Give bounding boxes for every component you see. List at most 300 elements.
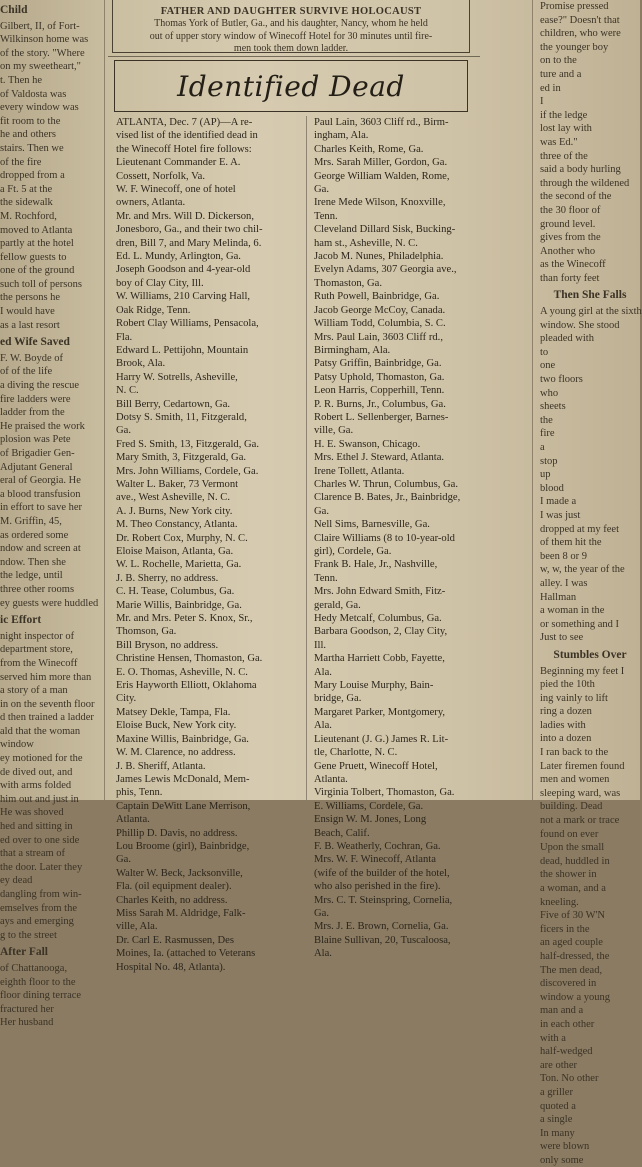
- text-line: only some: [540, 1154, 584, 1166]
- dead-list-entry: Harry W. Sotrells, Asheville,: [116, 371, 238, 383]
- dead-list-entry: Jonesboro, Ga., and their two chil-: [116, 224, 263, 236]
- dead-list-entry: Eloise Maison, Atlanta, Ga.: [116, 546, 234, 557]
- text-line: building. Dead: [540, 801, 603, 813]
- text-line: discovered in: [540, 978, 597, 990]
- text-line: a: [540, 442, 545, 453]
- dead-list-entry: Mary Smith, 3, Fitzgerald, Ga.: [116, 452, 247, 464]
- text-line: fire ladders were: [0, 393, 71, 405]
- dead-list-entry: Beach, Calif.: [314, 827, 370, 839]
- dead-list-entry: ingham, Ala.: [314, 130, 369, 142]
- dead-list-entry: Patsy Griffin, Bainbridge, Ga.: [314, 358, 442, 370]
- dead-list-entry: Mrs. John Edward Smith, Fitz-: [314, 586, 446, 598]
- dead-list-entry: bridge, Ga.: [314, 693, 362, 705]
- text-line: the: [540, 414, 553, 426]
- text-line: Hallman: [540, 591, 577, 603]
- text-line: been 8 or 9: [540, 550, 587, 562]
- dead-list-entry: Marie Willis, Bainbridge, Ga.: [116, 599, 242, 611]
- dead-list-entry: Robert L. Sellenberger, Barnes-: [314, 411, 449, 423]
- text-line: The men dead,: [540, 964, 603, 976]
- text-line: of the story. "Where: [0, 47, 85, 59]
- text-line: In many: [540, 1127, 575, 1139]
- caption-heading: FATHER AND DAUGHTER SURVIVE HOLOCAUST: [160, 6, 422, 17]
- text-line: of Chattanooga,: [0, 962, 68, 974]
- dead-list-entry: J. B. Sherry, no address.: [116, 572, 219, 584]
- dead-list-entry: ATLANTA, Dec. 7 (AP)—A re-: [116, 117, 253, 128]
- text-line: of Valdosta was: [0, 88, 67, 100]
- dead-list-entry: N. C.: [116, 385, 139, 397]
- text-line: the sidewalk: [0, 197, 53, 209]
- dead-list-entry: City.: [116, 693, 137, 705]
- caption-line: out of upper story window of Winecoff Hotel for 30 minutes until fire-: [149, 30, 433, 42]
- text-line: three of the: [540, 150, 588, 162]
- text-line: dangling from win-: [0, 889, 82, 900]
- dead-list-entry: Martha Harriett Cobb, Fayette,: [314, 653, 445, 665]
- text-line: a woman in the: [540, 605, 605, 617]
- dead-list-entry: Hedy Metcalf, Columbus, Ga.: [314, 613, 442, 625]
- right-column: [540, 0, 642, 1166]
- text-line: eral of Georgia. He: [0, 475, 81, 487]
- dead-list-entry: Charles Keith, Rome, Ga.: [314, 143, 424, 155]
- text-line: dead, huddled in: [540, 855, 610, 867]
- text-line: a single: [540, 1114, 573, 1126]
- text-line: ring a dozen: [540, 706, 592, 718]
- text-line: him out and just in: [0, 793, 79, 805]
- text-line: ing vainly to lift: [540, 692, 608, 704]
- dead-list-entry: C. H. Tease, Columbus, Ga.: [116, 586, 235, 598]
- dead-list-entry: who also perished in the fire).: [314, 881, 441, 893]
- text-line: the second of the: [540, 191, 612, 203]
- dead-list-entry: H. E. Swanson, Chicago.: [314, 438, 421, 450]
- text-line: A young girl at the sixth: [540, 306, 642, 318]
- text-line: moved to Atlanta: [0, 224, 73, 236]
- dead-list-entry: (wife of the builder of the hotel,: [314, 867, 450, 879]
- text-line: He praised the work: [0, 420, 85, 432]
- text-line: ed over to one side: [0, 834, 80, 846]
- text-line: I: [540, 96, 544, 108]
- text-line: Wilkinson home was: [0, 34, 89, 46]
- dead-list-entry: Ed. L. Mundy, Arlington, Ga.: [116, 251, 241, 263]
- text-line: Five of 30 W'N: [540, 910, 605, 922]
- dead-list-entry: dren, Bill 7, and Mary Melinda, 6.: [116, 237, 262, 249]
- text-line: served him more than: [0, 671, 92, 683]
- text-line: ground level.: [540, 218, 596, 230]
- text-line: in each other: [540, 1018, 595, 1030]
- text-line: department store,: [0, 644, 73, 656]
- dead-list-entry: ville, Ala.: [116, 921, 158, 933]
- dead-list-entry: Oak Ridge, Tenn.: [116, 304, 191, 316]
- text-line: that a stream of: [0, 848, 66, 860]
- dead-list-entry: girl), Cordele, Ga.: [314, 546, 392, 557]
- text-line: fellow guests to: [0, 251, 67, 263]
- text-line: pied the 10th: [540, 679, 595, 691]
- text-line: as the Winecoff: [540, 259, 606, 271]
- dead-list-entry: Fla.: [116, 331, 133, 343]
- column-subhead: Stumbles Over: [553, 648, 627, 661]
- dead-list-entry: Mr. and Mrs. Peter S. Knox, Sr.,: [116, 613, 253, 625]
- text-line: Upon the small: [540, 842, 605, 854]
- text-line: children, who were: [540, 28, 621, 40]
- text-line: Just to see: [540, 632, 584, 644]
- text-line: with arms folded: [0, 780, 72, 792]
- column-rule-right: [532, 0, 533, 800]
- dead-list-entry: Mrs. John Williams, Cordele, Ga.: [116, 465, 259, 477]
- dead-list-entry: Claire Williams (8 to 10-year-old: [314, 532, 455, 544]
- dead-list-entry: Edward L. Pettijohn, Mountain: [116, 344, 249, 356]
- text-line: M. Griffin, 45,: [0, 515, 62, 527]
- dead-list-entry: Walter L. Baker, 73 Vermont: [116, 478, 239, 490]
- text-line: through the wildened: [540, 177, 630, 189]
- dead-list-entry: Mary Louise Murphy, Bain-: [314, 680, 434, 692]
- text-line: window a young: [540, 991, 610, 1003]
- dead-list-entry: Ruth Powell, Bainbridge, Ga.: [314, 291, 440, 303]
- text-line: Her husband: [0, 1017, 54, 1029]
- text-line: as ordered some: [0, 529, 69, 541]
- dead-list-entry: Ill.: [314, 639, 327, 651]
- dead-list-entry: Clarence B. Bates, Jr., Bainbridge,: [314, 492, 461, 504]
- text-line: who: [540, 387, 559, 399]
- dead-list-entry: Mrs. J. E. Brown, Cornelia, Ga.: [314, 921, 449, 933]
- text-line: Another who: [540, 245, 596, 257]
- text-line: lost lay with: [540, 123, 592, 135]
- dead-list-entry: F. B. Weatherly, Cochran, Ga.: [314, 840, 441, 852]
- text-line: alley. I was: [540, 577, 588, 589]
- dead-list-entry: Thomaston, Ga.: [314, 277, 382, 289]
- text-line: t. Then he: [0, 74, 43, 86]
- text-line: the 30 floor of: [540, 204, 601, 216]
- text-line: w, w, the year of the: [540, 564, 625, 576]
- text-line: men and women: [540, 774, 610, 786]
- dead-list-entry: Tenn.: [314, 572, 338, 584]
- text-line: half-dressed, the: [540, 950, 610, 962]
- text-line: hed and sitting in: [0, 821, 73, 833]
- text-line: in on the seventh floor: [0, 698, 95, 710]
- text-line: He was shoved: [0, 807, 64, 819]
- dead-list-entry: owners, Atlanta.: [116, 197, 186, 209]
- dead-list-entry: Ga.: [116, 854, 132, 866]
- dead-list-entry: E. O. Thomas, Asheville, N. C.: [116, 666, 248, 678]
- dead-list-entry: Margaret Parker, Montgomery,: [314, 706, 446, 718]
- text-line: sheets: [540, 401, 566, 413]
- text-line: window: [0, 739, 34, 751]
- dead-list-entry: boy of Clay City, Ill.: [116, 277, 204, 289]
- dead-list-entry: Virginia Tolbert, Thomaston, Ga.: [314, 787, 455, 799]
- text-line: pleaded with: [540, 333, 594, 345]
- dead-list-entry: Dr. Robert Cox, Murphy, N. C.: [116, 532, 248, 544]
- dead-list-entry: Thomson, Ga.: [116, 626, 177, 638]
- text-line: a diving the rescue: [0, 380, 80, 392]
- dead-list-entry: Irene Mede Wilson, Knoxville,: [314, 197, 446, 209]
- text-line: Promise pressed: [540, 1, 609, 12]
- dead-list-column-1: [114, 116, 304, 973]
- dead-list-entry: Atlanta.: [314, 773, 348, 785]
- dead-list-entry: Patsy Uphold, Thomaston, Ga.: [314, 371, 445, 383]
- dead-list-entry: Eloise Buck, New York city.: [116, 720, 237, 732]
- text-line: a blood transfusion: [0, 488, 81, 500]
- column-subhead: Then She Falls: [553, 289, 627, 302]
- column-subhead: ic Effort: [0, 614, 42, 627]
- dead-list-entry: W. L. Rochelle, Marietta, Ga.: [116, 559, 242, 571]
- dead-list-entry: Jacob M. Nunes, Philadelphia.: [314, 251, 444, 263]
- dead-list-entry: Mrs. W. F. Winecoff, Atlanta: [314, 854, 436, 866]
- dead-list-entry: Frank B. Hale, Jr., Nashville,: [314, 559, 438, 571]
- text-line: I ran back to the: [540, 747, 609, 759]
- text-line: ture and a: [540, 68, 582, 80]
- text-line: the younger boy: [540, 41, 609, 53]
- column-subhead: ed Wife Saved: [0, 336, 70, 349]
- column-rule-middle: [306, 116, 307, 800]
- dead-list-entry: Captain DeWitt Lane Merrison,: [116, 800, 251, 812]
- dead-list-entry: Atlanta.: [116, 814, 150, 826]
- text-line: ndow. Then she: [0, 556, 66, 568]
- text-line: quoted a: [540, 1100, 576, 1112]
- dead-list-entry: Tenn.: [314, 210, 338, 222]
- text-line: three other rooms: [0, 583, 75, 595]
- dead-list-entry: Irene Tollett, Atlanta.: [314, 465, 405, 477]
- text-line: said a body hurling: [540, 164, 621, 176]
- headline-box: [114, 60, 468, 112]
- caption-line: men took them down ladder.: [233, 43, 349, 55]
- dead-list-entry: Maxine Willis, Bainbridge, Ga.: [116, 733, 249, 745]
- text-line: plosion was Pete: [0, 434, 71, 446]
- text-line: two floors: [540, 374, 583, 386]
- text-line: d then trained a ladder: [0, 712, 94, 724]
- text-line: the door. Later they: [0, 861, 83, 873]
- text-line: than forty feet: [540, 272, 600, 284]
- dead-list-entry: Walter W. Beck, Jacksonville,: [116, 867, 243, 879]
- text-line: stop: [540, 455, 558, 467]
- text-line: such toll of persons: [0, 278, 82, 290]
- dead-list-entry: the Winecoff Hotel fire follows:: [116, 143, 252, 155]
- caption-line: Thomas York of Butler, Ga., and his daughter, Nancy, whom he held: [154, 18, 428, 30]
- dead-list-entry: ham st., Asheville, N. C.: [314, 237, 418, 249]
- dead-list-entry: Ga.: [314, 184, 330, 196]
- text-line: a woman, and a: [540, 883, 606, 894]
- text-line: ficers in the: [540, 923, 590, 935]
- dead-list-entry: Phillip D. Davis, no address.: [116, 827, 238, 839]
- dead-list-entry: Christine Hensen, Thomaston, Ga.: [116, 653, 263, 665]
- dead-list-entry: P. R. Burns, Jr., Columbus, Ga.: [314, 398, 446, 410]
- dead-list-entry: Cleveland Dillard Sisk, Bucking-: [314, 224, 456, 236]
- dead-list-entry: Fred S. Smith, 13, Fitzgerald, Ga.: [116, 438, 260, 450]
- text-line: of of the life: [0, 366, 53, 378]
- dead-list-entry: Blaine Sullivan, 20, Tuscaloosa,: [314, 934, 451, 946]
- dead-list-entry: Bill Berry, Cedartown, Ga.: [116, 398, 231, 410]
- dead-list-entry: Ga.: [314, 907, 330, 919]
- text-line: the ledge, until: [0, 570, 63, 582]
- text-line: fire: [540, 428, 555, 440]
- text-line: fractured her: [0, 1003, 54, 1015]
- text-line: de dived out, and: [0, 766, 73, 778]
- text-line: ease?" Doesn't that: [540, 14, 620, 26]
- dead-list-entry: Ga.: [314, 505, 330, 517]
- dead-list-entry: Eris Hayworth Elliott, Oklahoma: [116, 680, 257, 692]
- text-line: on to the: [540, 55, 577, 67]
- text-line: as a last resort: [0, 319, 60, 331]
- dead-list-entry: Joseph Goodson and 4-year-old: [116, 264, 251, 276]
- column-rule-left: [104, 0, 105, 800]
- dead-list-entry: Hospital No. 48, Atlanta).: [116, 961, 226, 973]
- dead-list-entry: M. Theo Constancy, Atlanta.: [116, 519, 238, 531]
- text-line: the shower in: [540, 869, 597, 881]
- rule-above-headline: [108, 56, 480, 57]
- dead-list-entry: Ensign W. M. Jones, Long: [314, 814, 427, 826]
- text-line: I made a: [540, 496, 577, 508]
- text-line: night inspector of: [0, 630, 75, 642]
- left-column: [0, 0, 100, 1029]
- dead-list-entry: Moines, Ia. (attached to Veterans: [116, 948, 256, 960]
- text-line: every window was: [0, 102, 79, 114]
- text-line: Gilbert, II, of Fort-: [0, 20, 80, 32]
- text-line: he and others: [0, 129, 56, 141]
- text-line: a story of a man: [0, 685, 68, 697]
- dead-list-entry: gerald, Ga.: [314, 599, 361, 611]
- text-line: to: [540, 346, 549, 358]
- dead-list-entry: J. B. Sheriff, Atlanta.: [116, 760, 206, 772]
- dead-list-entry: A. J. Burns, New York city.: [116, 505, 233, 517]
- text-line: were blown: [540, 1141, 590, 1153]
- dead-list-entry: Cossett, Norfolk, Va.: [116, 170, 205, 182]
- dead-list-entry: Mrs. Ethel J. Steward, Atlanta.: [314, 452, 445, 464]
- dead-list-entry: Nell Sims, Barnesville, Ga.: [314, 519, 430, 531]
- text-line: kneeling.: [540, 896, 579, 908]
- dead-list-entry: W. M. Clarence, no address.: [116, 747, 236, 759]
- text-line: not a mark or trace: [540, 815, 620, 827]
- text-line: on my sweetheart,": [0, 61, 81, 73]
- text-line: a Ft. 5 at the: [0, 183, 53, 195]
- text-line: blood: [540, 482, 564, 494]
- dead-list-entry: Birmingham, Ala.: [314, 344, 391, 356]
- text-line: Ton. No other: [540, 1073, 599, 1085]
- text-line: g to the street: [0, 929, 57, 941]
- dead-list-entry: Jacob George McCoy, Canada.: [314, 304, 446, 316]
- dead-list-entry: Robert Clay Williams, Pensacola,: [116, 318, 259, 330]
- text-line: ald that the woman: [0, 725, 81, 737]
- text-line: I was just: [540, 509, 581, 521]
- text-line: the persons he: [0, 292, 61, 304]
- text-line: sleeping ward, was: [540, 787, 621, 799]
- text-line: found on ever: [540, 828, 599, 840]
- dead-list-entry: Charles Keith, no address.: [116, 894, 228, 906]
- text-line: up: [540, 469, 551, 481]
- dead-list-entry: Miss Sarah M. Aldridge, Falk-: [116, 907, 246, 919]
- text-line: Beginning my feet I: [540, 665, 625, 677]
- dead-list-entry: ville, Ga.: [314, 425, 354, 437]
- dead-list-entry: Brook, Ala.: [116, 358, 166, 370]
- text-line: are other: [540, 1059, 578, 1071]
- photo-caption-box: [112, 0, 470, 53]
- dead-list-entry: William Todd, Columbia, S. C.: [314, 318, 446, 330]
- dead-list-entry: vised list of the identified dead in: [116, 130, 258, 142]
- dead-list-entry: Charles W. Thrun, Columbus, Ga.: [314, 478, 458, 490]
- dead-list-entry: Lou Broome (girl), Bainbridge,: [116, 840, 250, 852]
- text-line: man and a: [540, 1005, 584, 1017]
- dead-list-entry: Mrs. C. T. Steinspring, Cornelia,: [314, 894, 453, 906]
- text-line: window. She stood: [540, 319, 620, 331]
- text-line: ed in: [540, 82, 561, 94]
- text-line: dropped from a: [0, 170, 65, 182]
- dead-list-entry: Gene Pruett, Winecoff Hotel,: [314, 760, 438, 772]
- headline: Identified Dead: [177, 69, 405, 103]
- dead-list-entry: E. Williams, Cordele, Ga.: [314, 800, 424, 812]
- dead-list-entry: Lieutenant Commander E. A.: [116, 157, 241, 169]
- dead-list-entry: Mrs. Sarah Miller, Gordon, Ga.: [314, 157, 448, 169]
- dead-list-entry: James Lewis McDonald, Mem-: [116, 773, 250, 785]
- text-line: ey motioned for the: [0, 753, 83, 765]
- text-line: one: [540, 360, 556, 372]
- dead-list-entry: Fla. (oil equipment dealer).: [116, 881, 232, 893]
- text-line: ndow and screen at: [0, 543, 81, 555]
- column-subhead: Child: [0, 4, 28, 16]
- dead-list-entry: Bill Bryson, no address.: [116, 639, 219, 651]
- text-line: dropped at my feet: [540, 523, 620, 535]
- text-line: ladies with: [540, 719, 586, 731]
- dead-list-entry: ave., West Asheville, N. C.: [116, 492, 230, 504]
- dead-list-entry: Ala.: [314, 948, 332, 960]
- text-line: ey dead: [0, 875, 33, 887]
- text-line: in effort to save her: [0, 502, 83, 514]
- text-line: stairs. Then we: [0, 142, 64, 154]
- text-line: floor dining terrace: [0, 990, 82, 1002]
- dead-list-entry: Ga.: [116, 425, 132, 437]
- dead-list-entry: tle, Charlotte, N. C.: [314, 747, 398, 759]
- dead-list-entry: Barbara Goodson, 2, Clay City,: [314, 626, 448, 638]
- text-line: a griller: [540, 1086, 573, 1098]
- text-line: an aged couple: [540, 937, 603, 949]
- text-line: eighth floor to the: [0, 976, 76, 988]
- text-line: Adjutant General: [0, 461, 73, 473]
- text-line: emselves from the: [0, 902, 77, 914]
- text-line: was Ed.": [540, 136, 578, 148]
- text-line: from the Winecoff: [0, 657, 78, 669]
- text-line: one of the ground: [0, 265, 75, 277]
- dead-list-entry: Paul Lain, 3603 Cliff rd., Birm-: [314, 117, 449, 128]
- text-line: ey guests were huddled: [0, 597, 99, 609]
- column-subhead: After Fall: [0, 946, 49, 959]
- dead-list-entry: Lieutenant (J. G.) James R. Lit-: [314, 733, 449, 745]
- text-line: M. Rochford,: [0, 210, 57, 222]
- text-line: if the ledge: [540, 109, 588, 121]
- text-line: partly at the hotel: [0, 238, 74, 250]
- dead-list-entry: Dr. Carl E. Rasmussen, Des: [116, 934, 234, 946]
- text-line: ays and emerging: [0, 916, 74, 928]
- text-line: fit room to the: [0, 115, 61, 127]
- dead-list-entry: Dotsy S. Smith, 11, Fitzgerald,: [116, 411, 247, 423]
- dead-list-entry: Ala.: [314, 720, 332, 732]
- text-line: into a dozen: [540, 733, 592, 745]
- text-line: Later firemen found: [540, 760, 625, 772]
- dead-list-entry: W. F. Winecoff, one of hotel: [116, 184, 236, 196]
- dead-list-entry: Mr. and Mrs. Will D. Dickerson,: [116, 210, 254, 222]
- dead-list-entry: Matsey Dekle, Tampa, Fla.: [116, 706, 231, 718]
- text-line: F. W. Boyde of: [0, 352, 64, 364]
- dead-list-entry: phis, Tenn.: [116, 787, 163, 799]
- dead-list-entry: Evelyn Adams, 307 Georgia ave.,: [314, 264, 457, 276]
- dead-list-column-2: [312, 116, 502, 960]
- text-line: or something and I: [540, 618, 620, 630]
- dead-list-entry: Leon Harris, Copperhill, Tenn.: [314, 385, 445, 397]
- dead-list-entry: W. Williams, 210 Carving Hall,: [116, 291, 251, 303]
- dead-list-entry: Mrs. Paul Lain, 3603 Cliff rd.,: [314, 331, 443, 343]
- text-line: of them hit the: [540, 537, 602, 549]
- text-line: I would have: [0, 306, 55, 318]
- text-line: ladder from the: [0, 407, 65, 419]
- dead-list-entry: Ala.: [314, 666, 332, 678]
- text-line: of the fire: [0, 156, 42, 168]
- text-line: of Brigadier Gen-: [0, 448, 75, 459]
- text-line: with a: [540, 1032, 566, 1044]
- text-line: half-wedged: [540, 1046, 593, 1058]
- dead-list-entry: George William Walden, Rome,: [314, 170, 450, 182]
